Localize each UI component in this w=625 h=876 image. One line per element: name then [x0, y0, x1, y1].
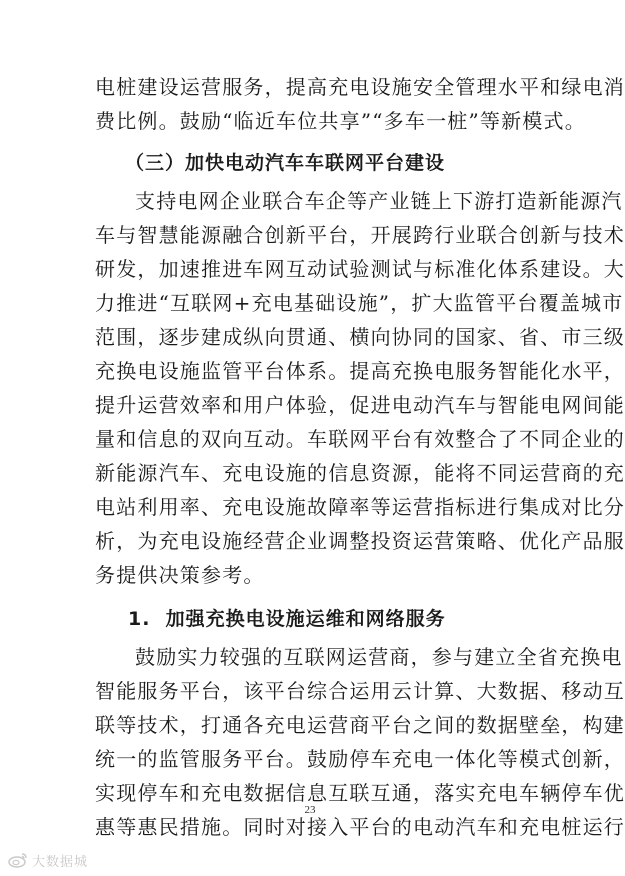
paragraph-line: 研发，加速推进车网互动试验测试与标准化体系建设。大 — [95, 257, 625, 281]
paragraph-line: 费比例。鼓励“临近车位共享”“多车一桩”等新模式。 — [95, 109, 586, 133]
paragraph-line: 电站利用率、充电设施故障率等运营指标进行集成对比分 — [95, 495, 625, 519]
paragraph-line: 实现停车和充电数据信息互联互通，落实充电车辆停车优 — [95, 781, 625, 805]
paragraph-line: 新能源汽车、充电设施的信息资源，能将不同运营商的充 — [95, 461, 625, 485]
paragraph-line: 务提供决策参考。 — [95, 563, 265, 587]
paragraph-line: 析，为充电设施经营企业调整投资运营策略、优化产品服 — [95, 529, 625, 553]
paragraph-line: 鼓励实力较强的互联网运营商，参与建立全省充换电 — [135, 645, 623, 669]
paragraph-line: 车与智慧能源融合创新平台，开展跨行业联合创新与技术 — [95, 223, 625, 247]
subsection-heading: 1. 加强充换电设施运维和网络服务 — [128, 608, 446, 630]
page-number: 23 — [304, 804, 316, 816]
paragraph-line: 电桩建设运营服务，提高充电设施安全管理水平和绿电消 — [95, 75, 625, 99]
watermark — [8, 850, 88, 870]
paragraph-line: 提升运营效率和用户体验，促进电动汽车与智能电网间能 — [95, 393, 625, 417]
watermark-text: 大数据城 — [32, 854, 89, 870]
paragraph-line: 量和信息的双向互动。车联网平台有效整合了不同企业的 — [95, 427, 625, 451]
paragraph-line: 支持电网企业联合车企等产业链上下游打造新能源汽 — [135, 189, 623, 213]
paragraph-line: 充换电设施监管平台体系。提高充换电服务智能化水平， — [95, 359, 625, 383]
paragraph-line: 智能服务平台，该平台综合运用云计算、大数据、移动互 — [95, 679, 625, 703]
paragraph-line: 统一的监管服务平台。鼓励停车充电一体化等模式创新， — [95, 747, 625, 771]
paragraph-line: 力推进“互联网+充电基础设施”，扩大监管平台覆盖城市 — [95, 291, 624, 315]
paragraph-line: 联等技术，打通各充电运营商平台之间的数据壁垒，构建 — [95, 713, 625, 737]
paragraph-line: 范围，逐步建成纵向贯通、横向协同的国家、省、市三级 — [95, 325, 625, 349]
weibo-logo-icon — [8, 852, 28, 868]
section-heading: （三）加快电动汽车车联网平台建设 — [125, 152, 446, 174]
paragraph-line: 惠等惠民措施。同时对接入平台的电动汽车和充电桩运行 — [95, 815, 625, 839]
